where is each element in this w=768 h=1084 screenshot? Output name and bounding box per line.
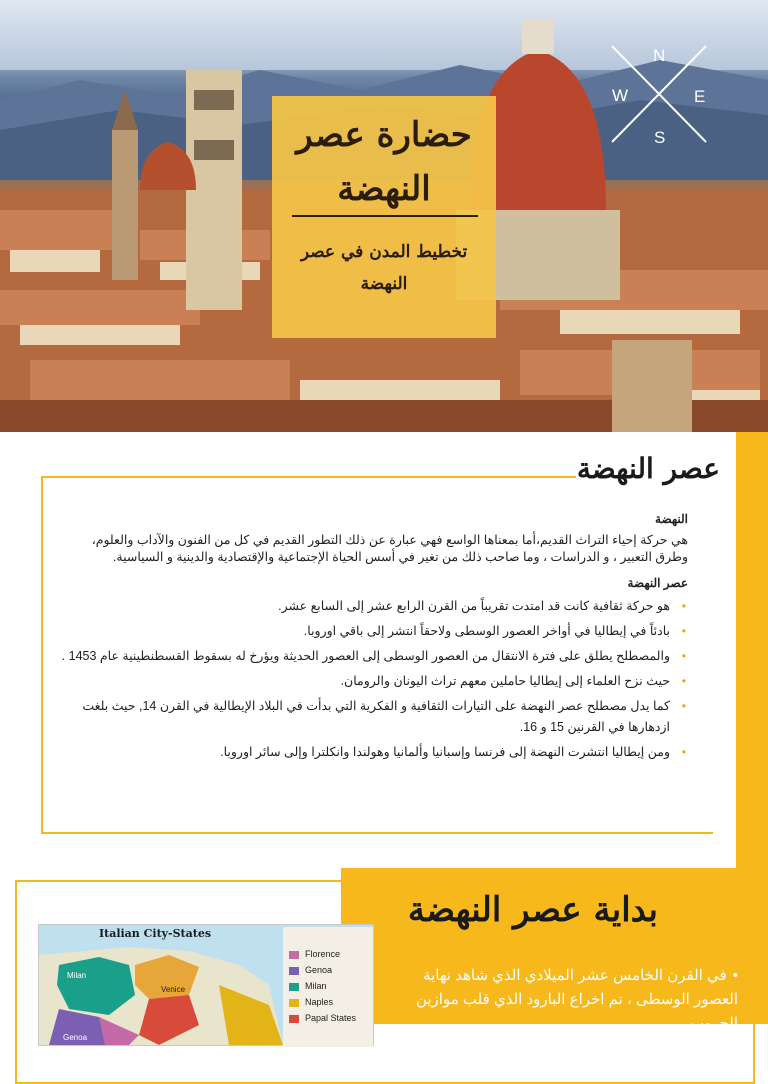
- frame-top-line: [41, 476, 576, 478]
- definition-label: النهضة: [655, 512, 688, 526]
- legend-item: Milan: [289, 981, 327, 991]
- beginning-text: •في القرن الخامس عشر الميلادي الذي شاهد نهاية العصور الوسطى ، تم اخراع البارود الذي قلب موازين الحروب: [415, 967, 738, 1032]
- list-item: • ومن إيطاليا انتشرت النهضة إلى فرنسا وإسبانيا وألمانيا وهولندا وانكلترا وإلى سائر اوروبا.: [60, 742, 688, 763]
- section-heading: عصر النهضة: [576, 452, 720, 485]
- bullet-icon: •: [681, 624, 686, 638]
- era-bullet-list: [60, 596, 688, 763]
- legend-swatch: [289, 967, 299, 975]
- legend-item: Florence: [289, 949, 340, 959]
- list-item: • كما يدل مصطلح عصر النهضة على التيارات الثقافية و الفكرية التي بدأت في البلاد الإيطالية في القرن 14, حيث بلغت ازدهارها في القرنين 15 و 16.: [60, 696, 688, 738]
- bullet-icon: •: [681, 699, 686, 713]
- map-legend: [283, 927, 373, 1047]
- map-title: Italian City-States: [98, 927, 212, 940]
- legend-swatch: [289, 951, 299, 959]
- map-label-venice: Venice: [161, 985, 186, 994]
- cover-slide: [0, 0, 768, 432]
- bullet-icon: •: [681, 599, 686, 613]
- bullet-icon: •: [681, 745, 686, 759]
- map-label-genoa: Genoa: [63, 1033, 88, 1042]
- renaissance-slide: [0, 432, 768, 868]
- cover-title-box: [272, 96, 496, 338]
- legend-swatch: [289, 983, 299, 991]
- map-label-milan: Milan: [67, 971, 87, 980]
- list-item: • هو حركة ثقافية كانت قد امتدت تقريباً من القرن الرابع عشر إلى السابع عشر.: [60, 596, 688, 617]
- cover-title: حضارة عصر النهضة: [296, 115, 472, 209]
- bullet-icon: •: [732, 967, 738, 984]
- era-label: عصر النهضة: [627, 576, 688, 590]
- accent-stripe: [736, 432, 768, 868]
- list-item: • حيث نزح العلماء إلى إيطاليا حاملين معهم تراث اليونان والرومان.: [60, 671, 688, 692]
- legend-item: Papal States: [289, 1013, 356, 1023]
- beginning-slide: [0, 868, 768, 1042]
- legend-item: Genoa: [289, 965, 332, 975]
- legend-swatch: [289, 999, 299, 1007]
- legend-swatch: [289, 1015, 299, 1023]
- compass-w: W: [612, 86, 629, 105]
- renaissance-body: [60, 512, 688, 767]
- compass-s: S: [654, 128, 666, 147]
- compass-e: E: [694, 87, 706, 106]
- cover-subtitle: تخطيط المدن في عصر النهضة: [300, 242, 468, 294]
- list-item: • بادئاً في إيطاليا في أواخر العصور الوسطى ولاحقاً انتشر إلى باقي اوروبا.: [60, 621, 688, 642]
- list-item: • والمصطلح يطلق على فترة الانتقال من العصور الوسطى إلى العصور الحديثة ويؤرخ له بسقوط القسطنطينية عام 1453 .: [60, 646, 688, 667]
- compass-icon: [598, 40, 720, 148]
- bullet-icon: •: [681, 649, 686, 663]
- definition-text: هي حركة إحياء التراث القديم،أما بمعناها الواسع فهي عبارة عن ذلك التطور القديم في كل من الفنون والآداب والعلوم، وطرق التعبير ، و الدراسات ، وما صاحب ذلك من تغير في أسس الحياة الإجتماعية والإقتصادية والدينية و السياسية.: [91, 533, 688, 564]
- bullet-icon: •: [681, 674, 686, 688]
- frame-bottom-line: [41, 832, 712, 834]
- italian-city-states-map: [38, 924, 374, 1046]
- legend-item: Naples: [289, 997, 333, 1007]
- beginning-heading: بداية عصر النهضة: [407, 890, 658, 930]
- title-divider: [292, 215, 478, 217]
- compass-n: N: [653, 46, 666, 65]
